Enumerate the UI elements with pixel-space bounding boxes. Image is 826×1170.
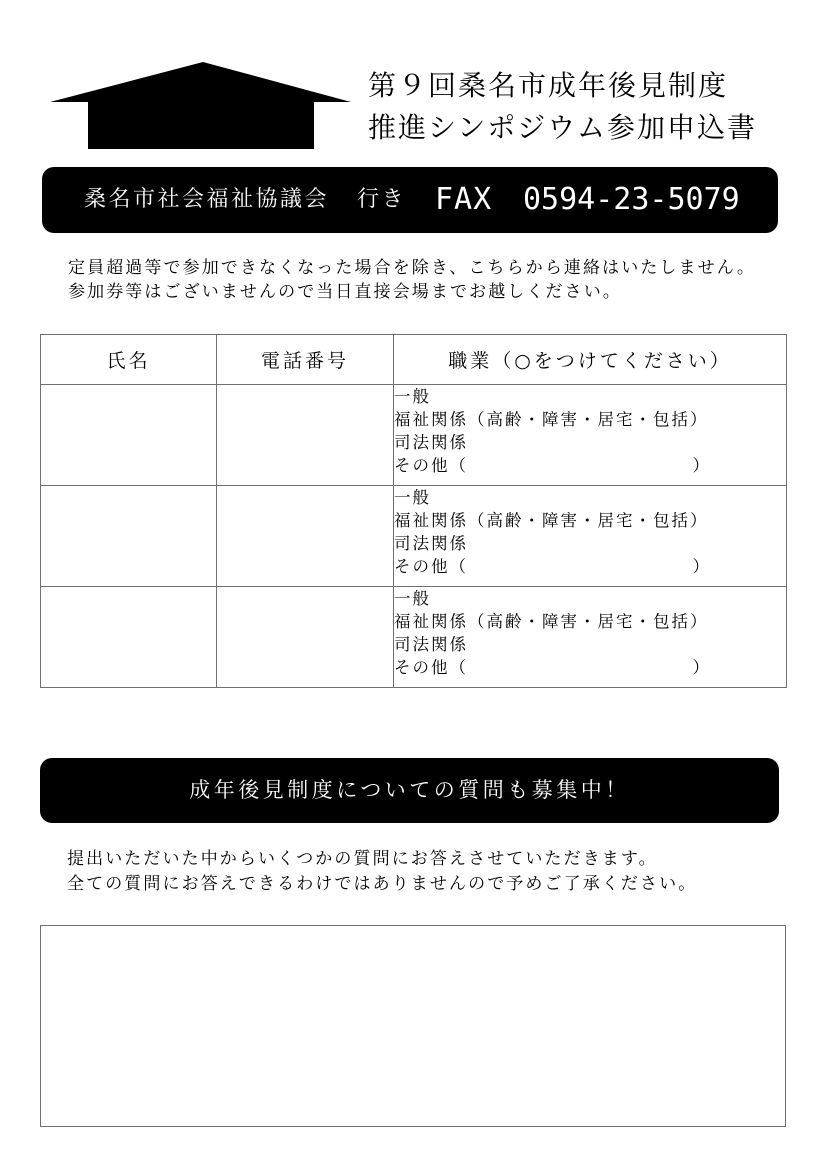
occupation-cell (394, 486, 787, 587)
notice-line-1: 定員超過等で参加できなくなった場合を除き、こちらから連絡はいたしません。 (68, 258, 756, 278)
occupation-option: 一般 (394, 488, 431, 507)
title-line-1: 第９回桑名市成年後見制度 (368, 69, 729, 102)
occupation-option: 福祉関係（高齢・障害・居宅・包括） (394, 612, 709, 631)
table-row (41, 385, 787, 486)
recipient-to-label: 行き (357, 187, 407, 212)
question-notice-line-1: 提出いただいた中からいくつかの質問にお答えさせていただきます。 (67, 849, 658, 869)
other-label: その他（ (394, 557, 468, 576)
other-label: その他（ (394, 658, 468, 677)
house-logo (0, 0, 360, 160)
occupation-option: 福祉関係（高齢・障害・居宅・包括） (394, 410, 709, 429)
name-cell (41, 385, 217, 486)
phone-cell (217, 486, 394, 587)
other-close-paren: ） (692, 456, 711, 475)
notice-line-2: 参加券等はございませんので当日直接会場までお越しください。 (68, 282, 622, 302)
occupation-option: 福祉関係（高齢・障害・居宅・包括） (394, 511, 709, 530)
occupation-cell (394, 587, 787, 688)
occupation-column-header: 職業（○をつけてください） (394, 335, 787, 385)
name-cell (41, 587, 217, 688)
occupation-option-other (394, 555, 711, 578)
question-box (40, 925, 786, 1127)
occupation-option: 司法関係 (394, 635, 468, 654)
document-title (368, 65, 757, 149)
occupation-cell (394, 385, 787, 486)
table-row (41, 486, 787, 587)
question-banner: 成年後見制度についての質問も募集中！ (40, 758, 779, 823)
phone-cell (217, 385, 394, 486)
house-body (88, 101, 314, 149)
title-line-2: 推進シンポジウム参加申込書 (368, 111, 758, 144)
occupation-option-other (394, 656, 711, 679)
recipient-organization: 桑名市社会福祉協議会 (84, 187, 330, 212)
name-column-header: 氏名 (41, 335, 217, 385)
fax-label: FAX (435, 182, 493, 217)
occupation-option: 司法関係 (394, 534, 468, 553)
other-label: その他（ (394, 456, 468, 475)
table-row (41, 587, 787, 688)
occupation-option: 一般 (394, 589, 431, 608)
fax-number: 0594-23-5079 (523, 182, 740, 217)
other-close-paren: ） (692, 557, 711, 576)
name-cell (41, 486, 217, 587)
table-header-row (41, 335, 787, 385)
occupation-option-other (394, 454, 711, 477)
occupation-option: 司法関係 (394, 433, 468, 452)
phone-cell (217, 587, 394, 688)
occupation-option: 一般 (394, 387, 431, 406)
phone-column-header: 電話番号 (217, 335, 394, 385)
fax-destination-banner (42, 167, 778, 233)
question-notice-line-2: 全ての質問にお答えできるわけではありませんので予めご了承ください。 (67, 874, 698, 894)
house-roof (50, 62, 351, 102)
other-close-paren: ） (692, 658, 711, 677)
registration-table (40, 334, 787, 688)
question-notice (67, 847, 697, 897)
participation-notice (68, 256, 756, 304)
